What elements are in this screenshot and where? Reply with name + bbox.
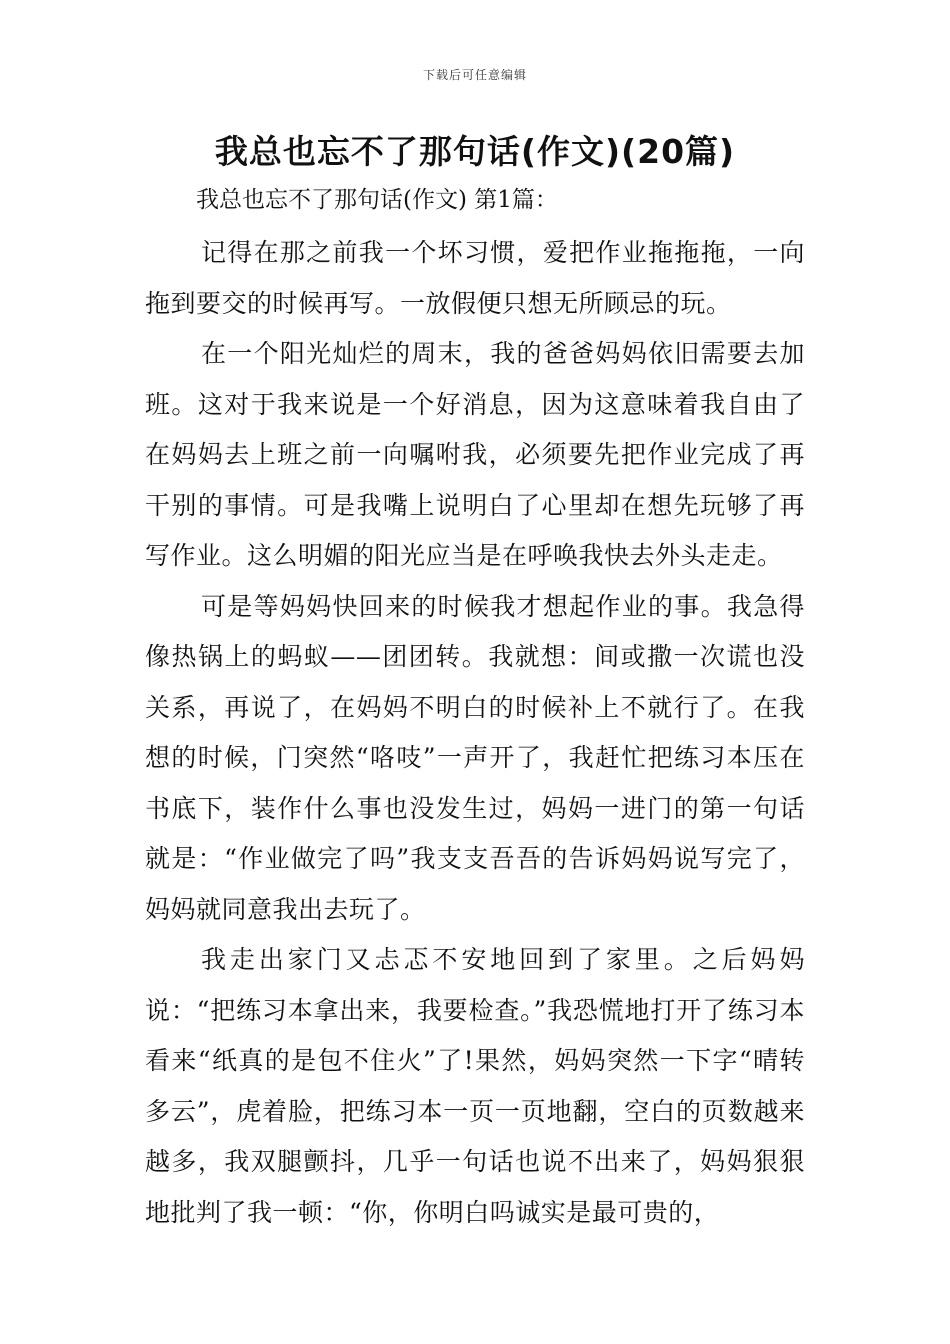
header-note: 下载后可任意编辑 (422, 68, 527, 82)
document-title: 我总也忘不了那句话(作文)(20篇) (214, 132, 736, 171)
paragraph-3: 可是等妈妈快回来的时候我才想起作业的事。我急得像热锅上的蚂蚁——团团转。我就想：间或撒一次谎也没关系，再说了，在妈妈不明白的时候补上不就行了。在我想的时候，门突然“咯吱”一声开了，我赶忙把练习本压在书底下，装作什么事也没发生过，妈妈一进门的第一句话就是：“作业做完了吗”我支支吾吾的告诉妈妈说写完了，妈妈就同意我出去玩了。 (145, 591, 805, 924)
paragraph-1: 记得在那之前我一个坏习惯，爱把作业拖拖拖，一向拖到要交的时候再写。一放假便只想无所顾忌的玩。 (145, 238, 805, 318)
section-subtitle: 我总也忘不了那句话(作文) 第1篇： (196, 187, 558, 213)
paragraph-2: 在一个阳光灿烂的周末，我的爸爸妈妈依旧需要去加班。这对于我来说是一个好消息，因为这意味着我自由了在妈妈去上班之前一向嘱咐我，必须要先把作业完成了再干别的事情。可是我嘴上说明白了心里却在想先玩够了再写作业。这么明媚的阳光应当是在呼唤我快去外头走走。 (145, 339, 805, 570)
paragraph-4: 我走出家门又忐忑不安地回到了家里。之后妈妈说：“把练习本拿出来，我要检查。”我恐慌地打开了练习本看来“纸真的是包不住火”了!果然，妈妈突然一下字“晴转多云”，虎着脸，把练习本一页一页地翻，空白的页数越来越多，我双腿颤抖，几乎一句话也说不出来了，妈妈狠狠地批判了我一顿：“你，你明白吗诚实是最可贵的， (145, 945, 805, 1227)
essay-body (145, 228, 805, 1238)
